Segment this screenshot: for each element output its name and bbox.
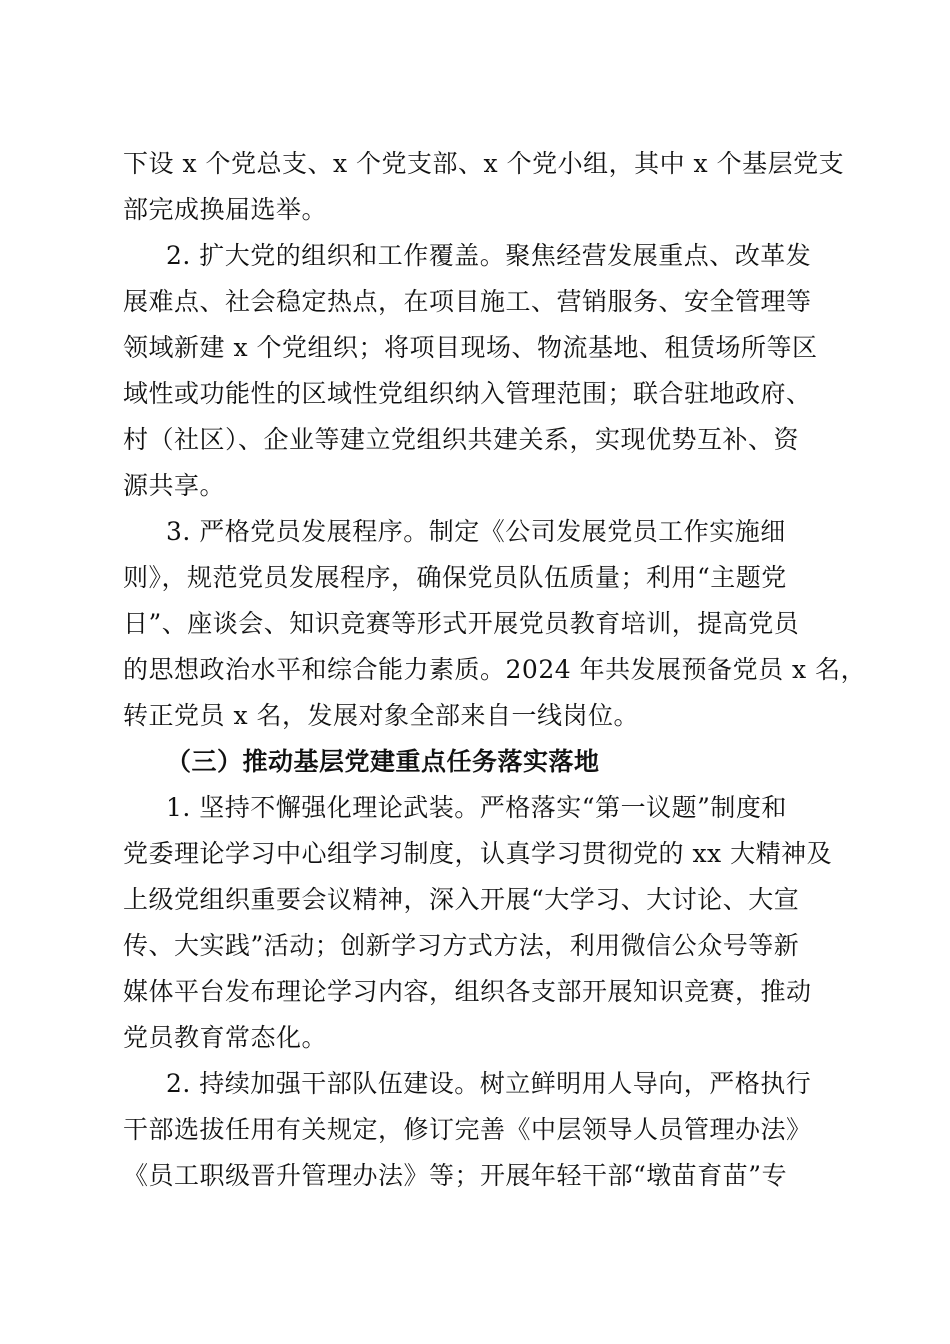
text-line: 部完成换届选举。	[123, 195, 328, 224]
text-line: 领域新建 x 个党组织；将项目现场、物流基地、租赁场所等区	[123, 333, 818, 362]
paragraph-start-line: 3. 严格党员发展程序。制定《公司发展党员工作实施细	[166, 517, 786, 546]
section-heading: （三）推动基层党建重点任务落实落地	[166, 747, 600, 776]
text-line: 村（社区）、企业等建立党组织共建关系，实现优势互补、资	[123, 425, 800, 454]
text-line: 的思想政治水平和综合能力素质。2024 年共发展预备党员 x 名，	[123, 655, 867, 684]
text-line: 传、大实践”活动；创新学习方式方法，利用微信公众号等新	[123, 931, 800, 960]
text-line: 则》，规范党员发展程序，确保党员队伍质量；利用“主题党	[123, 563, 787, 592]
text-line: 《员工职级晋升管理办法》等；开展年轻干部“墩苗育苗”专	[123, 1161, 788, 1190]
paragraph-start-line: 2. 持续加强干部队伍建设。树立鲜明用人导向，严格执行	[166, 1069, 812, 1098]
text-line: 党委理论学习中心组学习制度，认真学习贯彻党的 xx 大精神及	[123, 839, 833, 868]
text-line: 党员教育常态化。	[123, 1023, 328, 1052]
text-line: 上级党组织重要会议精神，深入开展“大学习、大讨论、大宣	[123, 885, 800, 914]
text-line: 下设 x 个党总支、x 个党支部、x 个党小组，其中 x 个基层党支	[123, 149, 845, 178]
paragraph-start-line: 1. 坚持不懈强化理论武装。严格落实“第一议题”制度和	[166, 793, 787, 822]
paragraph-start-line: 2. 扩大党的组织和工作覆盖。聚焦经营发展重点、改革发	[166, 241, 812, 270]
text-line: 域性或功能性的区域性党组织纳入管理范围；联合驻地政府、	[123, 379, 812, 408]
text-line: 源共享。	[123, 471, 226, 500]
text-line: 媒体平台发布理论学习内容，组织各支部开展知识竞赛，推动	[123, 977, 812, 1006]
text-line: 转正党员 x 名，发展对象全部来自一线岗位。	[123, 701, 639, 730]
text-line: 展难点、社会稳定热点，在项目施工、营销服务、安全管理等	[123, 287, 812, 316]
text-line: 干部选拔任用有关规定，修订完善《中层领导人员管理办法》	[123, 1115, 812, 1144]
text-line: 日”、座谈会、知识竞赛等形式开展党员教育培训，提高党员	[123, 609, 800, 638]
